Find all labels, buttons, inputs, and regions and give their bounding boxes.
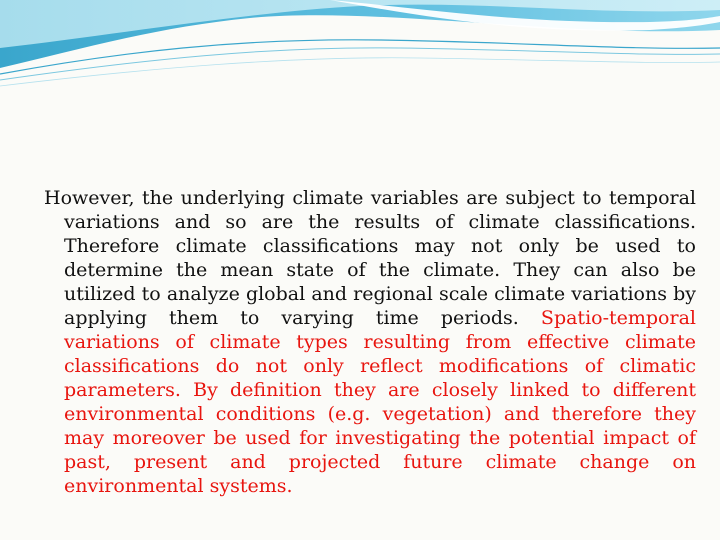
body-paragraph bbox=[44, 186, 696, 498]
wave-line-2 bbox=[0, 48, 720, 80]
body-text-plain: However, the underlying climate variables are subject to temporal variations and so are the results of climate classifications. Therefore climate classifications may not only be used to determine the mean state of the climate. They can also be utilized to analyze global and regional scale climate variations by applying them to varying time periods. bbox=[44, 187, 696, 329]
header-wave-decoration bbox=[0, 0, 720, 95]
body-text-highlighted: Spatio-temporal variations of climate types resulting from effective climate classifications do not only reflect modifications of climatic parameters. By definition they are closely linked to different environmental conditions (e.g. vegetation) and therefore they may moreover be used for investigating the potential impact of past, present and projected future climate change on environmental systems. bbox=[64, 307, 696, 497]
wave-line-3 bbox=[0, 58, 720, 86]
wave-line-1 bbox=[0, 40, 720, 74]
